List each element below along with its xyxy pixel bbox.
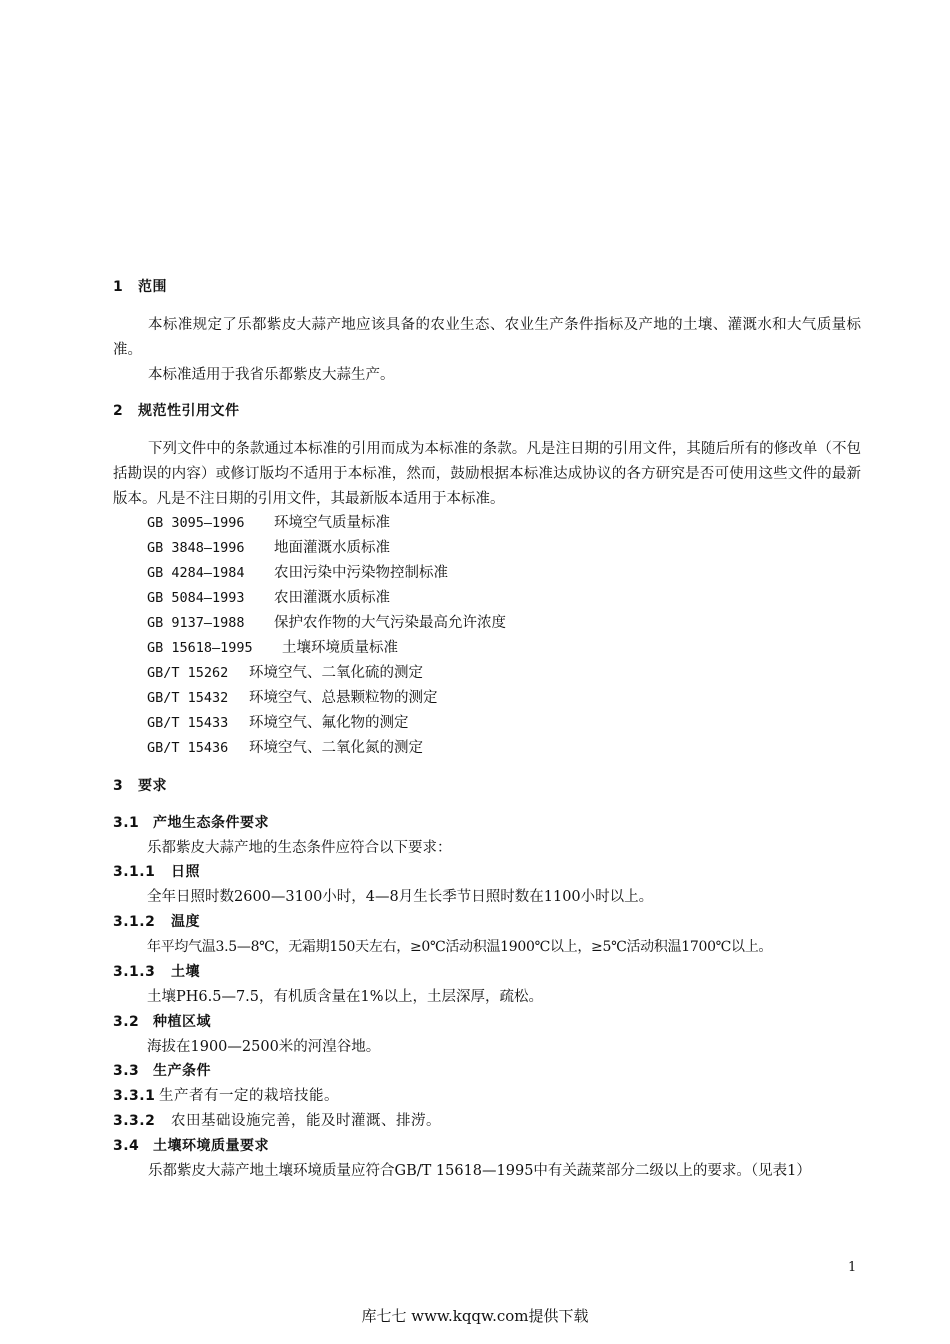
reference-title: 农田污染中污染物控制标准 <box>274 565 448 581</box>
heading-number: 3.3 <box>113 1063 140 1079</box>
heading-scope <box>113 277 167 297</box>
heading-number: 3.1.3 <box>113 964 156 980</box>
heading-title: 温度 <box>171 914 200 930</box>
reference-item <box>147 663 423 683</box>
reference-item <box>147 538 390 558</box>
download-footer: 库七七 www.kqqw.com提供下载 <box>361 1307 589 1325</box>
heading-3-1-2 <box>113 912 200 932</box>
heading-title: 种植区域 <box>153 1014 211 1030</box>
heading-title: 土壤 <box>171 964 200 980</box>
heading-title: 要求 <box>138 778 167 794</box>
reference-title: 环境空气、二氧化氮的测定 <box>249 740 423 756</box>
reference-title: 环境空气质量标准 <box>274 515 390 531</box>
heading-3-3 <box>113 1061 211 1081</box>
heading-number: 1 <box>113 279 124 295</box>
reference-item <box>147 513 390 533</box>
paragraph-3-1: 乐都紫皮大蒜产地的生态条件应符合以下要求： <box>147 840 452 856</box>
reference-title: 环境空气、氟化物的测定 <box>249 715 409 731</box>
reference-code: GB/T 15433 <box>147 715 229 731</box>
reference-item <box>147 713 409 733</box>
heading-title: 土壤环境质量要求 <box>153 1138 269 1154</box>
paragraph-scope-1: 本标准规定了乐都紫皮大蒜产地应该具备的农业生态、农业生产条件指标及产地的土壤、灌溉水和大气质量标准。 <box>113 317 861 358</box>
reference-title: 地面灌溉水质标准 <box>274 540 390 556</box>
reference-title: 农田灌溉水质标准 <box>274 590 390 606</box>
heading-3-1 <box>113 813 269 833</box>
reference-item <box>147 638 398 658</box>
reference-title: 环境空气、总悬颗粒物的测定 <box>249 690 438 706</box>
reference-item <box>147 613 506 633</box>
heading-normative-references <box>113 401 240 421</box>
reference-title: 土壤环境质量标准 <box>282 640 398 656</box>
heading-number: 3 <box>113 778 124 794</box>
paragraph-3-1-1: 全年日照时数2600—3100小时，4—8月生长季节日照时数在1100小时以上。 <box>147 889 654 905</box>
paragraph-3-4: 乐都紫皮大蒜产地土壤环境质量应符合GB/T 15618—1995中有关蔬菜部分二级以上的要求。（见表1） <box>148 1163 811 1179</box>
heading-title: 范围 <box>138 279 167 295</box>
heading-number: 3.1.2 <box>113 914 156 930</box>
heading-title: 产地生态条件要求 <box>153 815 269 831</box>
heading-title: 日照 <box>171 864 200 880</box>
heading-3-4 <box>113 1136 269 1156</box>
reference-title: 环境空气、二氧化硫的测定 <box>249 665 423 681</box>
heading-number: 3.3.2 <box>113 1113 156 1129</box>
heading-number: 3.4 <box>113 1138 140 1154</box>
reference-code: GB 5084—1993 <box>147 590 245 606</box>
reference-code: GB 15618—1995 <box>147 640 253 656</box>
paragraph-scope-2: 本标准适用于我省乐都紫皮大蒜生产。 <box>148 367 395 383</box>
heading-requirements <box>113 776 167 796</box>
heading-number: 3.1.1 <box>113 864 156 880</box>
page-number: 1 <box>848 1260 857 1275</box>
reference-item <box>147 563 448 583</box>
heading-3-3-1 <box>113 1086 339 1106</box>
heading-number: 3.1 <box>113 815 140 831</box>
reference-title: 保护农作物的大气污染最高允许浓度 <box>274 615 506 631</box>
heading-3-1-1 <box>113 862 200 882</box>
paragraph-3-2: 海拔在1900—2500米的河湟谷地。 <box>147 1039 381 1055</box>
reference-code: GB/T 15262 <box>147 665 229 681</box>
heading-number: 3.3.1 <box>113 1088 156 1104</box>
heading-title: 农田基础设施完善，能及时灌溉、排涝。 <box>171 1113 441 1129</box>
heading-3-3-2 <box>113 1111 441 1131</box>
heading-number: 2 <box>113 403 124 419</box>
reference-code: GB 4284—1984 <box>147 565 245 581</box>
heading-title: 规范性引用文件 <box>138 403 240 419</box>
reference-item <box>147 588 390 608</box>
heading-title: 生产条件 <box>153 1063 211 1079</box>
reference-code: GB 3848—1996 <box>147 540 245 556</box>
reference-item <box>147 688 438 708</box>
paragraph-3-1-3: 土壤PH6.5—7.5，有机质含量在1%以上，土层深厚，疏松。 <box>147 989 544 1005</box>
reference-code: GB/T 15436 <box>147 740 229 756</box>
heading-number: 3.2 <box>113 1014 140 1030</box>
reference-code: GB/T 15432 <box>147 690 229 706</box>
paragraph-3-1-2: 年平均气温3.5—8℃，无霜期150天左右，≥0℃活动积温1900℃以上，≥5℃活动积温1700℃以上。 <box>147 939 773 955</box>
reference-code: GB 3095—1996 <box>147 515 245 531</box>
heading-3-1-3 <box>113 962 200 982</box>
paragraph-references-intro: 下列文件中的条款通过本标准的引用而成为本标准的条款。凡是注日期的引用文件，其随后所有的修改单（不包括勘误的内容）或修订版均不适用于本标准，然而，鼓励根据本标准达成协议的各方研究是否可使用这些文件的最新版本。凡是不注日期的引用文件，其最新版本适用于本标准。 <box>113 441 861 507</box>
reference-item <box>147 738 423 758</box>
heading-title: 生产者有一定的栽培技能。 <box>159 1088 339 1104</box>
heading-3-2 <box>113 1012 211 1032</box>
reference-code: GB 9137—1988 <box>147 615 245 631</box>
